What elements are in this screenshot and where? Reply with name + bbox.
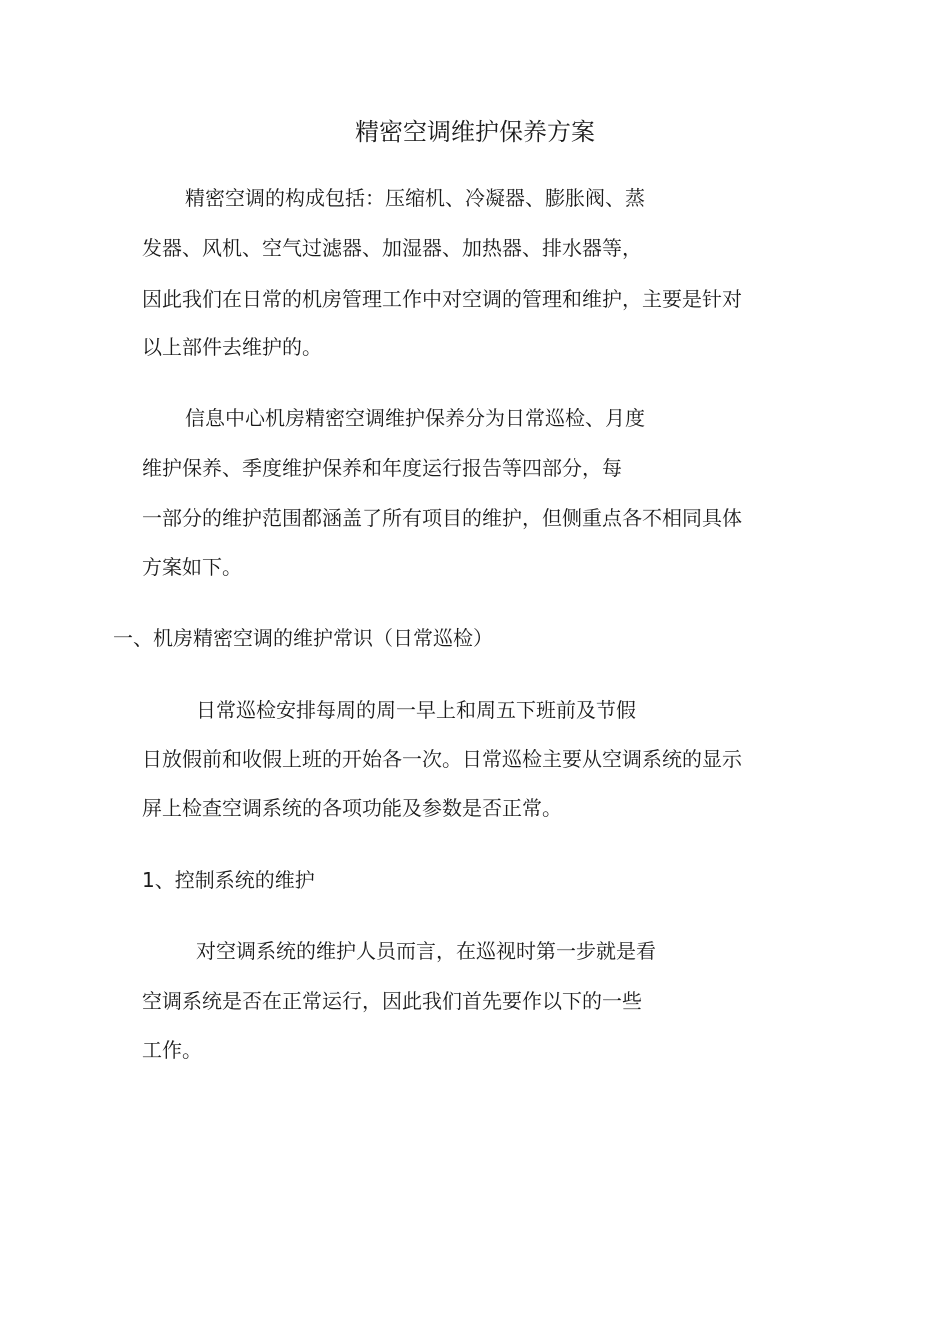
text-line: 精密空调的构成包括：压缩机、冷凝器、膨胀阀、蒸 — [185, 186, 645, 210]
text-line: 一部分的维护范围都涵盖了所有项目的维护，但侧重点各不相同具体 — [142, 506, 742, 530]
text-line: 信息中心机房精密空调维护保养分为日常巡检、月度 — [185, 406, 645, 430]
subsection-heading: 1、控制系统的维护 — [142, 868, 315, 892]
text-line: 屏上检查空调系统的各项功能及参数是否正常。 — [142, 796, 562, 820]
text-line: 维护保养、季度维护保养和年度运行报告等四部分，每 — [142, 456, 622, 480]
document-title: 精密空调维护保养方案 — [355, 118, 595, 146]
text-line: 日放假前和收假上班的开始各一次。日常巡检主要从空调系统的显示 — [142, 747, 742, 771]
text-line: 方案如下。 — [142, 555, 242, 579]
text-line: 工作。 — [142, 1038, 202, 1062]
text-line: 对空调系统的维护人员而言，在巡视时第一步就是看 — [196, 939, 656, 963]
text-line: 空调系统是否在正常运行，因此我们首先要作以下的一些 — [142, 989, 642, 1013]
text-line: 因此我们在日常的机房管理工作中对空调的管理和维护，主要是针对 — [142, 287, 742, 311]
section-heading: 一、机房精密空调的维护常识（日常巡检） — [113, 626, 493, 650]
text-line: 发器、风机、空气过滤器、加湿器、加热器、排水器等， — [142, 236, 642, 260]
text-line: 日常巡检安排每周的周一早上和周五下班前及节假 — [196, 698, 636, 722]
text-line: 以上部件去维护的。 — [142, 335, 322, 359]
